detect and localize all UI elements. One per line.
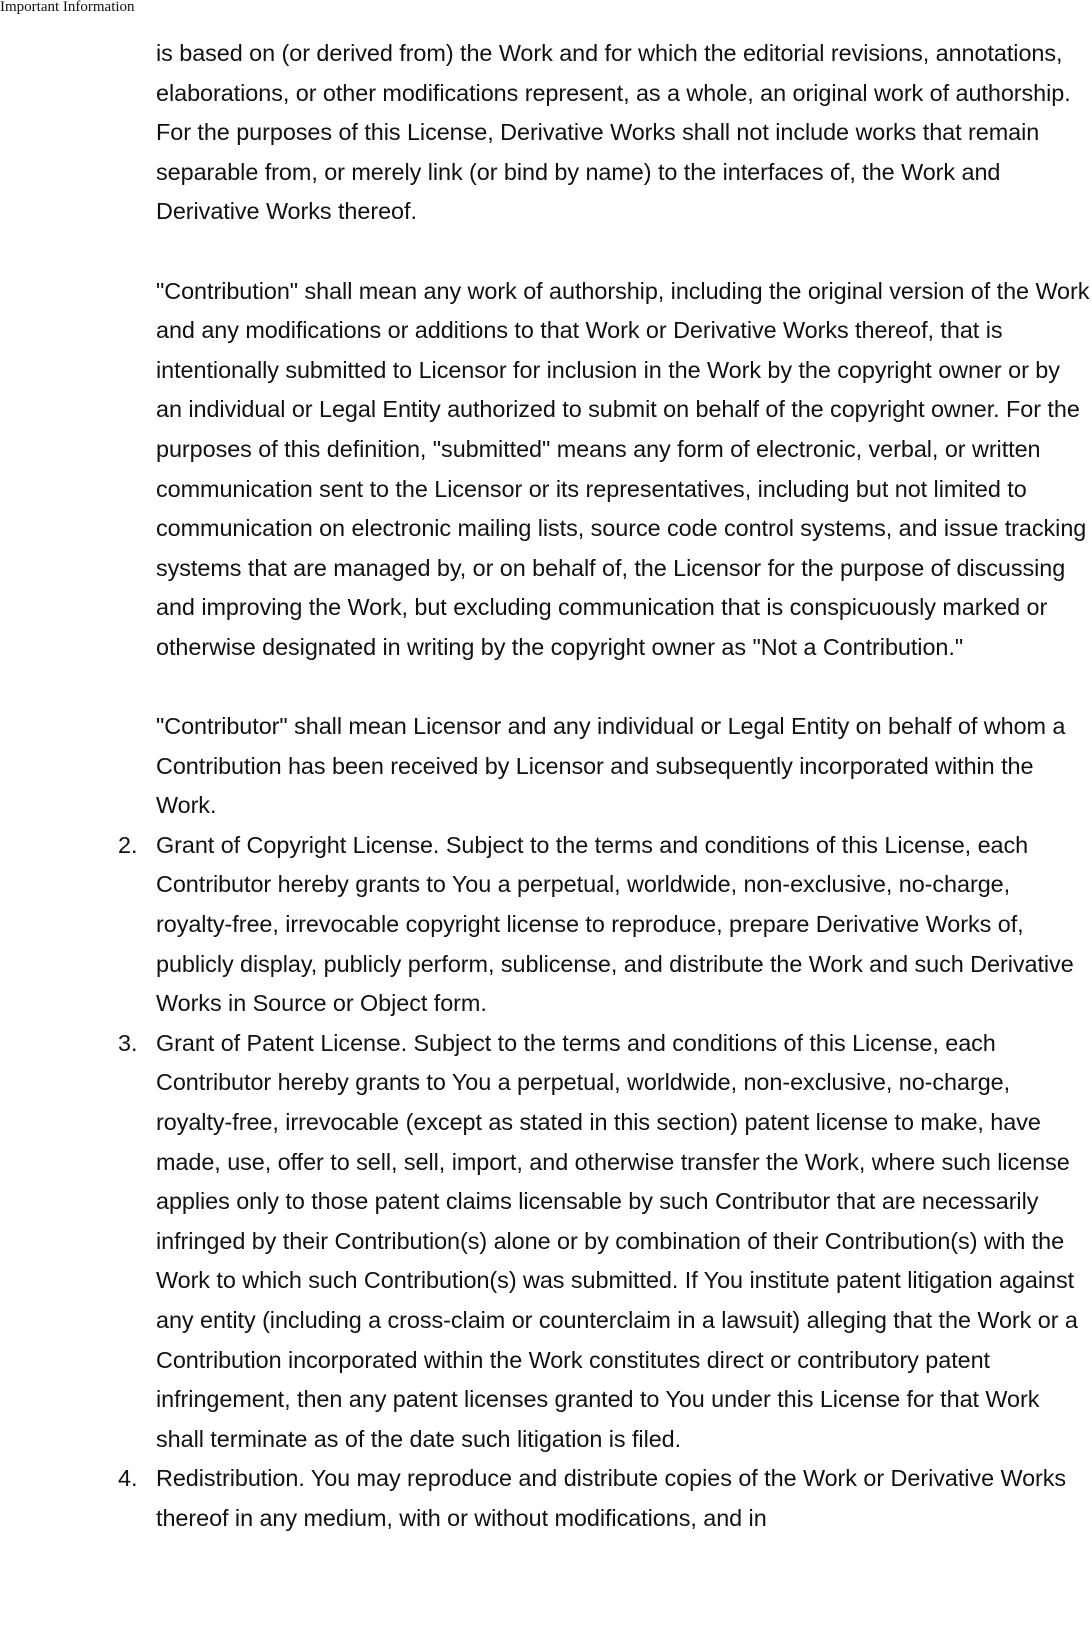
section-number: 3. (118, 1029, 138, 1056)
section-grant-of-patent (0, 1024, 1092, 1460)
section-number: 4. (118, 1465, 138, 1492)
paragraph-spacer (0, 232, 1092, 272)
page-header-title: Important Information (0, 0, 135, 15)
derivative-works-paragraph: is based on (or derived from) the Work and for which the editorial revisions, annotations, elaborations, or other modifications represent, as a whole, an original work of authorship. For the purposes of this License, Derivative Works shall not include works that remain separable from, or merely link (or bind by name) to the interfaces of, the Work and Derivative Works thereof. (156, 40, 1071, 225)
contributor-definition: "Contributor" shall mean Licensor and any individual or Legal Entity on behalf of whom a Contribution has been received by Licensor and subsequently incorporated within the Work. (156, 713, 1066, 819)
contribution-definition: "Contribution" shall mean any work of authorship, including the original version of the Work and any modifications or additions to that Work or Derivative Works thereof, that is intentionally submitted to Licensor for inclusion in the Work by the copyright owner or by an individual or Legal Entity authorized to submit on behalf of the copyright owner. For the purposes of this definition, "submitted" means any form of electronic, verbal, or written communication sent to the Licensor or its representatives, including but not limited to communication on electronic mailing lists, source code control systems, and issue tracking systems that are managed by, or on behalf of, the Licensor for the purpose of discussing and improving the Work, but excluding communication that is conspicuously marked or otherwise designated in writing by the copyright owner as "Not a Contribution." (156, 277, 1090, 660)
section-number: 2. (118, 831, 138, 858)
section-text: Grant of Patent License. Subject to the terms and conditions of this License, each Contributor hereby grants to You a perpetual, worldwide, non-exclusive, no-charge, royalty-free, irrevocable (except as stated in this section) patent license to make, have made, use, offer to sell, sell, import, and otherwise transfer the Work, where such license applies only to those patent claims licensable by such Contributor that are necessarily infringed by their Contribution(s) alone or by combination of their Contribution(s) with the Work to which such Contribution(s) was submitted. If You institute patent litigation against any entity (including a cross-claim or counterclaim in a lawsuit) alleging that the Work or a Contribution incorporated within the Work constitutes direct or contributory patent infringement, then any patent licenses granted to You under this License for that Work shall terminate as of the date such litigation is filed. (156, 1029, 1078, 1452)
section-text: Grant of Copyright License. Subject to the terms and conditions of this License, each Contributor hereby grants to You a perpetual, worldwide, non-exclusive, no-charge, royalty-free, irrevocable copyright license to reproduce, prepare Derivative Works of, publicly display, publicly perform, sublicense, and distribute the Work and such Derivative Works in Source or Object form. (156, 831, 1074, 1017)
paragraph-spacer (0, 668, 1092, 708)
section-redistribution (0, 1459, 1092, 1538)
section-grant-of-copyright (0, 826, 1092, 1024)
license-text-body (0, 34, 1092, 1539)
section-text: Redistribution. You may reproduce and distribute copies of the Work or Derivative Works thereof in any medium, with or without modifications, and in (156, 1465, 1067, 1531)
